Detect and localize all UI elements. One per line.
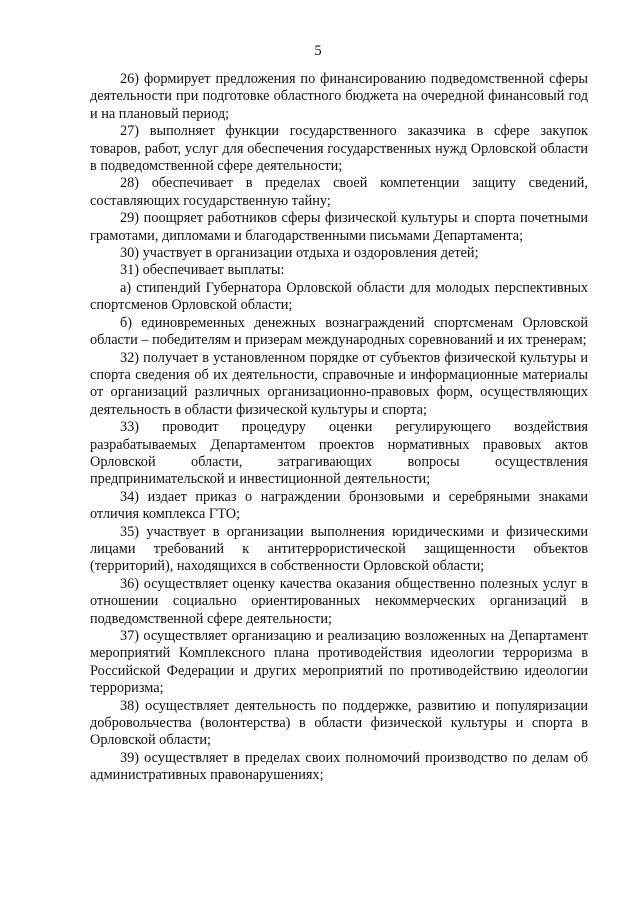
- document-body: [90, 71, 588, 785]
- page-number: 5: [314, 43, 322, 59]
- paragraph-33: 33) проводит процедуру оценки регулирующего воздействия разрабатываемых Департаментом проектов нормативных правовых актов Орловской области, затрагивающих вопросы осуществления предпринимательской и инвестиционной деятельности;: [90, 419, 588, 488]
- paragraph-27: 27) выполняет функции государственного заказчика в сфере закупок товаров, работ, услуг для обеспечения государственных нужд Орловской области в подведомственной сфере деятельности;: [90, 123, 588, 175]
- paragraph-38: 38) осуществляет деятельность по поддержке, развитию и популяризации добровольчества (волонтерства) в области физической культуры и спорта в Орловской области;: [90, 697, 588, 749]
- paragraph-30: 30) участвует в организации отдыха и оздоровления детей;: [120, 245, 479, 262]
- paragraph-32: 32) получает в установленном порядке от субъектов физической культуры и спорта сведения об их деятельности, справочные и информационные материалы от организаций различных организационно-правовых форм, осуществляющих деятельность в области физической культуры и спорта;: [90, 349, 588, 418]
- paragraph-31: 31) обеспечивает выплаты:: [120, 262, 285, 279]
- paragraph-28: 28) обеспечивает в пределах своей компетенции защиту сведений, составляющих государственную тайну;: [90, 175, 588, 209]
- paragraph-35: 35) участвует в организации выполнения юридическими и физическими лицами требований к антитеррористической защищенности объектов (территорий), находящихся в собственности Орловской области;: [90, 523, 588, 575]
- paragraph-34: 34) издает приказ о награждении бронзовыми и серебряными знаками отличия комплекса ГТО;: [90, 488, 588, 523]
- paragraph-26: 26) формирует предложения по финансированию подведомственной сферы деятельности при подготовке областного бюджета на очередной финансовый год и на плановый период;: [90, 71, 588, 122]
- paragraph-29: 29) поощряет работников сферы физической культуры и спорта почетными грамотами, дипломами и благодарственными письмами Департамента;: [90, 210, 588, 244]
- paragraph-36: 36) осуществляет оценку качества оказания общественно полезных услуг в отношении социально ориентированных некоммерческих организаций в подведомственной сфере деятельности;: [90, 575, 588, 627]
- paragraph-31-a: а) стипендий Губернатора Орловской области для молодых перспективных спортсменов Орловской области;: [90, 279, 588, 314]
- paragraph-37: 37) осуществляет организацию и реализацию возложенных на Департамент мероприятий Комплексного плана противодействия идеологии терроризма в Российской Федерации и других мероприятий по противодействию идеологии терроризма;: [90, 628, 588, 697]
- paragraph-31-b: б) единовременных денежных вознаграждений спортсменам Орловской области – победителям и призерам международных соревнований и их тренерам;: [90, 314, 588, 349]
- paragraph-39: 39) осуществляет в пределах своих полномочий производство по делам об административных правонарушениях;: [90, 749, 588, 784]
